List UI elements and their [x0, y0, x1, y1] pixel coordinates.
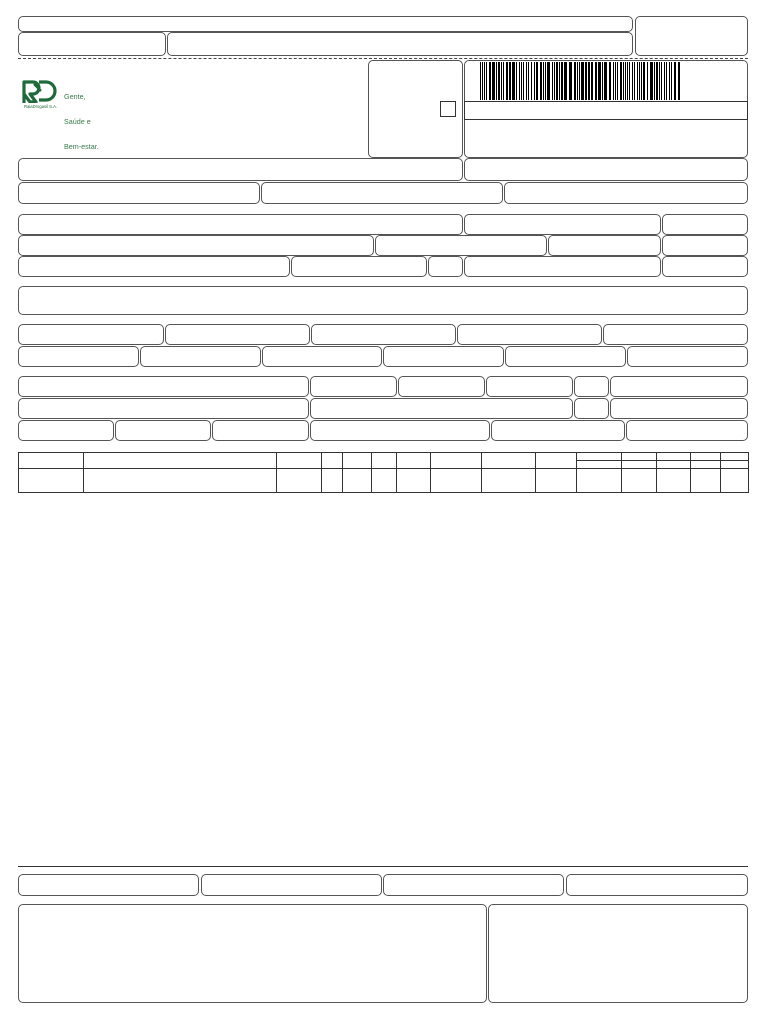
receipt-stub-date-field — [18, 32, 166, 56]
recipient-state-field — [428, 256, 463, 277]
nature-of-operation-field — [18, 158, 463, 181]
header-cell — [277, 453, 322, 469]
carrier-name-field — [18, 376, 309, 397]
additional-information-box — [18, 904, 487, 1003]
footer-separator — [18, 866, 748, 867]
barcode-bar — [498, 62, 500, 100]
barcode-bar — [656, 62, 658, 100]
issue-date-field — [662, 214, 748, 235]
icms-value-field — [165, 324, 310, 345]
barcode-bar — [574, 62, 576, 100]
barcode-bar — [659, 62, 660, 100]
ipi-value-field — [505, 346, 626, 367]
barcode-bar — [552, 62, 553, 100]
recipient-zip-field — [548, 235, 661, 256]
total-products-field — [603, 324, 748, 345]
barcode-bar — [664, 62, 665, 100]
item-icms-rate-cell — [657, 469, 691, 493]
barcode-bar — [666, 62, 667, 100]
barcode-bar — [547, 62, 550, 100]
barcode-bar — [625, 62, 626, 100]
product-items-table — [18, 452, 749, 493]
item-unit-cell — [372, 469, 397, 493]
barcode-bar — [489, 62, 491, 100]
barcode-bar — [602, 62, 603, 100]
barcode-bar — [545, 62, 546, 100]
rates-subheader-line — [576, 460, 748, 461]
barcode-bar — [540, 62, 542, 100]
barcode-bar — [623, 62, 624, 100]
freight-mode-field — [310, 376, 397, 397]
authorization-protocol-field — [464, 158, 748, 181]
item-cfop-cell — [343, 469, 372, 493]
barcode-bar — [521, 62, 522, 100]
item-ipi-rate-cell — [691, 469, 721, 493]
barcode-bar — [519, 62, 520, 100]
barcode-bar — [609, 62, 611, 100]
barcode-bar — [661, 62, 662, 100]
barcode-bar — [509, 62, 511, 100]
vehicle-state-field — [574, 376, 609, 397]
carrier-cnpj-field — [610, 376, 748, 397]
barcode-bar — [543, 62, 544, 100]
insurance-value-field — [140, 346, 261, 367]
barcode-bar — [632, 62, 633, 100]
barcode-bar — [480, 62, 481, 100]
barcode-bar — [484, 62, 485, 100]
barcode-bar — [604, 62, 607, 100]
tagline-line-3: Bem-estar. — [64, 142, 99, 152]
access-key-barcode — [480, 62, 680, 100]
item-extra-cell — [721, 469, 749, 493]
barcode-bar — [496, 62, 497, 100]
recipient-cnpj-field — [464, 214, 661, 235]
exit-date-field — [662, 235, 748, 256]
entry-exit-checkbox — [440, 101, 456, 117]
exit-time-field — [662, 256, 748, 277]
table-row — [19, 469, 749, 493]
recipient-city-field — [18, 256, 290, 277]
volume-quantity-field — [18, 420, 114, 441]
cnpj-field — [504, 182, 748, 204]
item-cst-cell — [322, 469, 343, 493]
cut-line-top — [18, 58, 748, 59]
recipient-phone-field — [291, 256, 427, 277]
header-cell — [84, 453, 277, 469]
barcode-bar — [643, 62, 645, 100]
barcode-bar — [506, 62, 508, 100]
barcode-bar — [598, 62, 601, 100]
item-icms-value-cell — [577, 469, 622, 493]
barcode-bar — [637, 62, 638, 100]
barcode-bar — [629, 62, 630, 100]
header-cell — [322, 453, 343, 469]
barcode-bar — [620, 62, 622, 100]
item-ncm-cell — [277, 469, 322, 493]
header-cell — [372, 453, 397, 469]
header-cell — [536, 453, 577, 469]
issqn-base-field — [383, 874, 564, 896]
barcode-bar — [559, 62, 560, 100]
carrier-state-field — [574, 398, 609, 419]
barcode-bar — [556, 62, 558, 100]
header-cell — [397, 453, 431, 469]
recipient-district-field — [375, 235, 547, 256]
barcode-bar — [536, 62, 538, 100]
item-code-cell — [19, 469, 84, 493]
antt-code-field — [398, 376, 485, 397]
barcode-bar — [613, 62, 614, 100]
issqn-value-field — [566, 874, 748, 896]
barcode-bar — [678, 62, 680, 100]
item-unit-price-cell — [431, 469, 482, 493]
icms-st-base-field — [311, 324, 456, 345]
recipient-ie-field — [464, 256, 661, 277]
freight-value-field — [18, 346, 139, 367]
recipient-address-field — [18, 235, 374, 256]
barcode-bar — [669, 62, 670, 100]
barcode-bar — [617, 62, 618, 100]
receipt-stub-signature-field — [167, 32, 633, 56]
header-cell — [19, 453, 84, 469]
barcode-bar — [561, 62, 563, 100]
vehicle-plate-field — [486, 376, 573, 397]
company-tagline — [64, 76, 99, 168]
barcode-bar — [512, 62, 515, 100]
barcode-bar — [591, 62, 593, 100]
barcode-bar — [588, 62, 590, 100]
company-logo — [22, 77, 112, 152]
carrier-address-field — [18, 398, 309, 419]
barcode-bar — [531, 62, 532, 100]
state-registration-field — [18, 182, 260, 204]
item-ipi-value-cell — [622, 469, 657, 493]
receipt-stub-number-box — [635, 16, 748, 56]
barcode-bar — [569, 62, 572, 100]
volume-brand-field — [212, 420, 309, 441]
item-icms-base-cell — [536, 469, 577, 493]
barcode-bar — [523, 62, 524, 100]
carrier-ie-field — [610, 398, 748, 419]
barcode-bar — [647, 62, 648, 100]
barcode-bar — [503, 62, 504, 100]
invoice-installments-field — [18, 286, 748, 315]
barcode-bar — [534, 62, 535, 100]
rd-logo-mark — [22, 79, 60, 103]
barcode-bar — [674, 62, 676, 100]
barcode-bar — [564, 62, 567, 100]
barcode-bar — [528, 62, 529, 100]
issqn-services-total-field — [201, 874, 382, 896]
barcode-bar — [577, 62, 578, 100]
barcode-bar — [554, 62, 555, 100]
barcode-bar — [526, 62, 527, 100]
barcode-bar — [492, 62, 495, 100]
barcode-bar — [581, 62, 584, 100]
carrier-city-field — [310, 398, 573, 419]
barcode-bar — [579, 62, 580, 100]
total-invoice-field — [627, 346, 748, 367]
header-cell — [431, 453, 482, 469]
icms-base-field — [18, 324, 164, 345]
volume-species-field — [115, 420, 211, 441]
gross-weight-field — [491, 420, 625, 441]
tagline-line-2: Saúde e — [64, 117, 91, 127]
barcode-bar — [641, 62, 642, 100]
barcode-bar — [615, 62, 616, 100]
header-cell — [482, 453, 536, 469]
barcode-bar — [501, 62, 502, 100]
access-key-field — [464, 101, 748, 120]
item-description-cell — [84, 469, 277, 493]
other-expenses-field — [383, 346, 504, 367]
barcode-bar — [516, 62, 517, 100]
barcode-bar — [639, 62, 640, 100]
barcode-bar — [486, 62, 487, 100]
substitute-registration-field — [261, 182, 503, 204]
fiscal-reserved-box — [488, 904, 748, 1003]
item-qty-cell — [397, 469, 431, 493]
issqn-municipal-registration-field — [18, 874, 199, 896]
barcode-bar — [634, 62, 635, 100]
net-weight-field — [626, 420, 748, 441]
item-total-cell — [482, 469, 536, 493]
barcode-bar — [585, 62, 587, 100]
recipient-name-field — [18, 214, 463, 235]
corporate-name: RaiaDrogasil S.A. — [24, 104, 58, 109]
barcode-bar — [482, 62, 483, 100]
discount-field — [262, 346, 382, 367]
volume-numbering-field — [310, 420, 490, 441]
barcode-bar — [595, 62, 597, 100]
barcode-bar — [654, 62, 655, 100]
barcode-bar — [671, 62, 672, 100]
barcode-bar — [627, 62, 628, 100]
barcode-bar — [650, 62, 653, 100]
receipt-stub-recipient-field — [18, 16, 633, 32]
icms-st-value-field — [457, 324, 602, 345]
tagline-line-1: Gente, — [64, 91, 86, 101]
header-cell — [343, 453, 372, 469]
